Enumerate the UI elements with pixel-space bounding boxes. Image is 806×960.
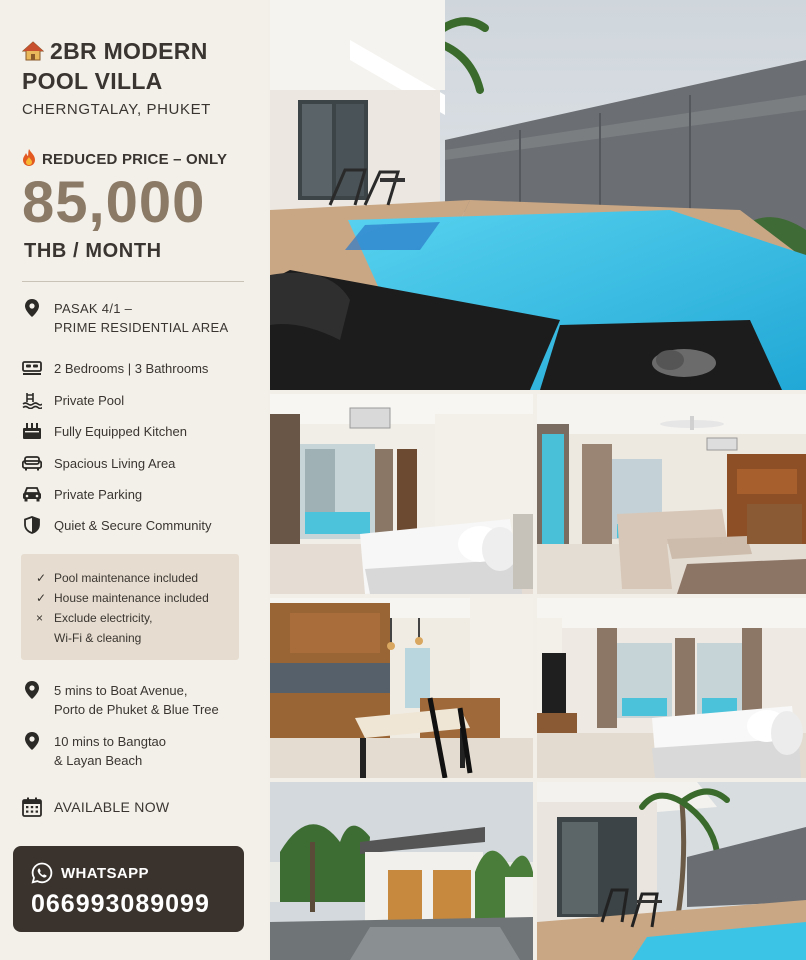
photo-front-facade bbox=[270, 782, 533, 960]
availability-text: AVAILABLE NOW bbox=[54, 799, 170, 815]
availability bbox=[22, 797, 169, 817]
nearby-item bbox=[22, 681, 219, 719]
photo-living-room bbox=[537, 394, 806, 594]
photo-pool-exterior bbox=[270, 0, 806, 390]
inclusion-item bbox=[36, 588, 239, 608]
inclusion-item bbox=[36, 568, 239, 588]
bed-icon bbox=[22, 359, 42, 377]
house-icon bbox=[22, 38, 44, 58]
pool-icon bbox=[22, 391, 42, 409]
calendar-icon bbox=[22, 797, 42, 817]
sofa-icon bbox=[22, 454, 42, 472]
feature-label: Fully Equipped Kitchen bbox=[54, 424, 187, 439]
map-pin-icon bbox=[22, 732, 42, 750]
feature-label: Quiet & Secure Community bbox=[54, 518, 212, 533]
nearby-line-1: 10 mins to Bangtao bbox=[54, 734, 167, 749]
photo-patio bbox=[537, 782, 806, 960]
feature-item bbox=[22, 485, 142, 504]
feature-label: Private Pool bbox=[54, 393, 125, 408]
inclusion-label: House maintenance included bbox=[54, 591, 209, 605]
feature-item bbox=[22, 422, 187, 441]
feature-item bbox=[22, 454, 175, 473]
title-line-2: POOL VILLA bbox=[22, 68, 163, 94]
inclusions-box bbox=[21, 554, 239, 660]
kitchen-icon bbox=[22, 422, 42, 440]
divider bbox=[22, 281, 244, 282]
cross-icon: × bbox=[36, 611, 44, 625]
nearby-line-1: 5 mins to Boat Avenue, bbox=[54, 683, 188, 698]
listing-panel bbox=[0, 0, 268, 960]
feature-item bbox=[22, 391, 124, 410]
exclusion-line-2: Wi-Fi & cleaning bbox=[54, 631, 142, 645]
reduced-price-label bbox=[22, 147, 227, 168]
title-line-1: 2BR MODERN bbox=[50, 38, 208, 64]
fire-icon bbox=[22, 149, 36, 166]
price-value: 85,000 bbox=[22, 170, 206, 235]
exclusion-item bbox=[36, 608, 239, 648]
check-icon: ✓ bbox=[36, 571, 47, 585]
feature-label: 2 Bedrooms | 3 Bathrooms bbox=[54, 361, 209, 376]
car-icon bbox=[22, 485, 42, 503]
feature-label: Spacious Living Area bbox=[54, 456, 176, 471]
nearby-line-2: Porto de Phuket & Blue Tree bbox=[54, 702, 219, 717]
nearby-line-2: & Layan Beach bbox=[54, 753, 143, 768]
feature-item bbox=[22, 359, 208, 378]
photo-kitchen bbox=[270, 598, 533, 778]
nearby-item bbox=[22, 732, 166, 770]
listing-title bbox=[22, 36, 262, 96]
price-unit: THB / MONTH bbox=[24, 240, 162, 262]
whatsapp-icon bbox=[31, 862, 53, 884]
whatsapp-label: WHATSAPP bbox=[61, 864, 149, 882]
inclusion-label: Pool maintenance included bbox=[54, 571, 199, 585]
whatsapp-button[interactable] bbox=[13, 846, 244, 932]
feature-label: Private Parking bbox=[54, 487, 143, 502]
feature-item bbox=[22, 516, 212, 535]
area-item bbox=[22, 299, 228, 337]
shield-icon bbox=[22, 516, 42, 534]
location-text: CHERNGTALAY, PHUKET bbox=[22, 101, 211, 118]
reduced-text: REDUCED PRICE – ONLY bbox=[42, 151, 228, 168]
check-icon: ✓ bbox=[36, 591, 47, 605]
area-line-1: PASAK 4/1 – bbox=[54, 301, 133, 316]
photo-bedroom-2 bbox=[537, 598, 806, 778]
map-pin-icon bbox=[22, 681, 42, 699]
phone-number: 066993089099 bbox=[31, 890, 210, 918]
map-pin-icon bbox=[22, 299, 42, 317]
photo-bedroom bbox=[270, 394, 533, 594]
exclusion-line-1: Exclude electricity, bbox=[54, 611, 153, 625]
area-line-2: PRIME RESIDENTIAL AREA bbox=[54, 320, 229, 335]
